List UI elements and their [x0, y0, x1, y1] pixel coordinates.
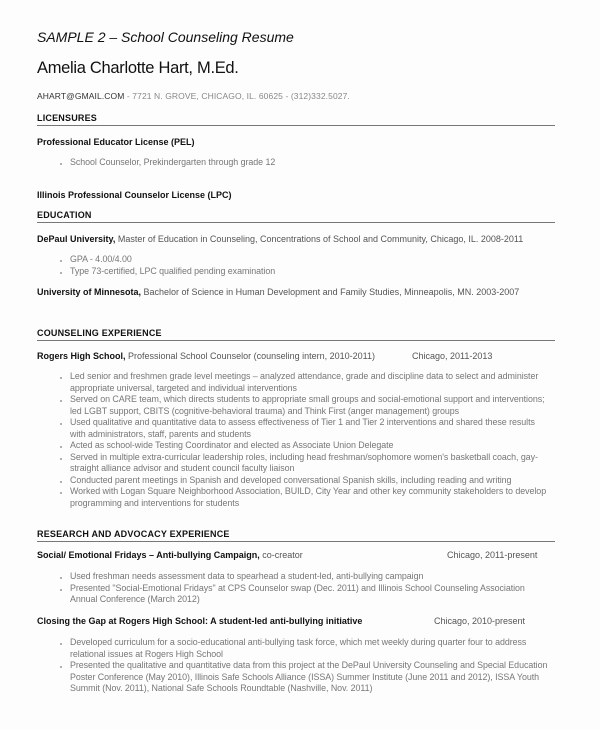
- section-heading-research: RESEARCH AND ADVOCACY EXPERIENCE: [37, 529, 555, 542]
- bullet-item: • School Counselor, Prekindergarten through grade 12: [70, 157, 550, 169]
- project-location: Chicago, 2011-present: [447, 550, 538, 560]
- address-phone: - 7721 N. GROVE, CHICAGO, IL. 60625 - (312)332.5027.: [124, 91, 350, 101]
- bullet-item: • Acted as school-wide Testing Coordinator and elected as Associate Union Delegate: [70, 440, 550, 452]
- email: AHART@GMAIL.COM: [37, 91, 125, 101]
- document-title: SAMPLE 2 – School Counseling Resume: [37, 29, 294, 45]
- bullet-item: • Type 73-certified, LPC qualified pending examination: [70, 266, 550, 278]
- contact-line: [37, 91, 350, 101]
- job-entry: Rogers High School, Professional School Counselor (counseling intern, 2010-2011) Chicago, 2011-2013: [37, 351, 493, 361]
- candidate-name: Amelia Charlotte Hart, M.Ed.: [37, 59, 239, 77]
- bullet-item: • GPA - 4.00/4.00: [70, 254, 550, 266]
- section-heading-education: EDUCATION: [37, 210, 555, 223]
- education-entry: University of Minnesota, Bachelor of Science in Human Development and Family Studies, Minneapolis, MN. 2003-2007: [37, 287, 520, 297]
- job-location: Chicago, 2011-2013: [412, 351, 493, 361]
- bullet-item: • Conducted parent meetings in Spanish and developed conversational Spanish skills, including reading and writing: [70, 475, 550, 487]
- bullet-item: • Used qualitative and quantitative data to assess effectiveness of Tier 1 and Tier 2 interventions and shared these results with administrators, staff, parents and students: [70, 417, 550, 440]
- bullet-item: • Presented the qualitative and quantitative data from this project at the DePaul University Counseling and Special Education Poster Conference (May 2010), Illinois Safe Schools Alliance (ISSA) Summer Institute (June 2011 and 2012), ISSA Youth Summit (Nov. 2011), National Safe Schools Roundtable (Nashville, Nov. 2011): [70, 660, 550, 695]
- project-entry: Social/ Emotional Fridays – Anti-bullying Campaign, co-creator Chicago, 2011-present: [37, 550, 538, 560]
- project-location: Chicago, 2010-present: [434, 616, 526, 626]
- license-title: Professional Educator License (PEL): [37, 137, 195, 147]
- bullet-item: • Served in multiple extra-curricular leadership roles, including head freshman/sophomore women's basketball coach, gay-straight alliance advisor and student council faculty liaison: [70, 452, 550, 475]
- bullet-item: • Presented "Social-Emotional Fridays" at CPS Counselor swap (Dec. 2011) and Illinois School Counseling Association Annual Conference (March 2012): [70, 583, 550, 606]
- bullet-item: • Served on CARE team, which directs students to appropriate small groups and social-emotional support and interventions; led LGBT support, CBITS (cognitive-behavioral trauma) and Think First (anger management) groups: [70, 394, 550, 417]
- license-bullets: [52, 157, 550, 169]
- bullet-item: • Used freshman needs assessment data to spearhead a student-led, anti-bullying campaign: [70, 571, 550, 583]
- section-heading-counseling: COUNSELING EXPERIENCE: [37, 328, 555, 341]
- project-entry: Closing the Gap at Rogers High School: A student-led anti-bullying initiative Chicago, 2010-present: [37, 616, 526, 626]
- project-bullets: [52, 637, 550, 695]
- bullet-item: • Worked with Logan Square Neighborhood Association, BUILD, City Year and other key community stakeholders to develop programming and interventions for students: [70, 486, 550, 509]
- bullet-item: • Developed curriculum for a socio-educational anti-bullying task force, which met weekly during quarter four to address relational issues at Rogers High School: [70, 637, 550, 660]
- project-bullets: [52, 571, 550, 606]
- job-bullets: [52, 371, 550, 509]
- license-title: Illinois Professional Counselor License (LPC): [37, 190, 232, 200]
- section-heading-licensures: LICENSURES: [37, 113, 555, 126]
- education-entry: DePaul University, Master of Education in Counseling, Concentrations of School and Community, Chicago, IL. 2008-2011: [37, 234, 524, 244]
- bullet-item: • Led senior and freshmen grade level meetings – analyzed attendance, grade and discipline data to select and administer appropriate universal, targeted and individual interventions: [70, 371, 550, 394]
- education-bullets: [52, 254, 550, 277]
